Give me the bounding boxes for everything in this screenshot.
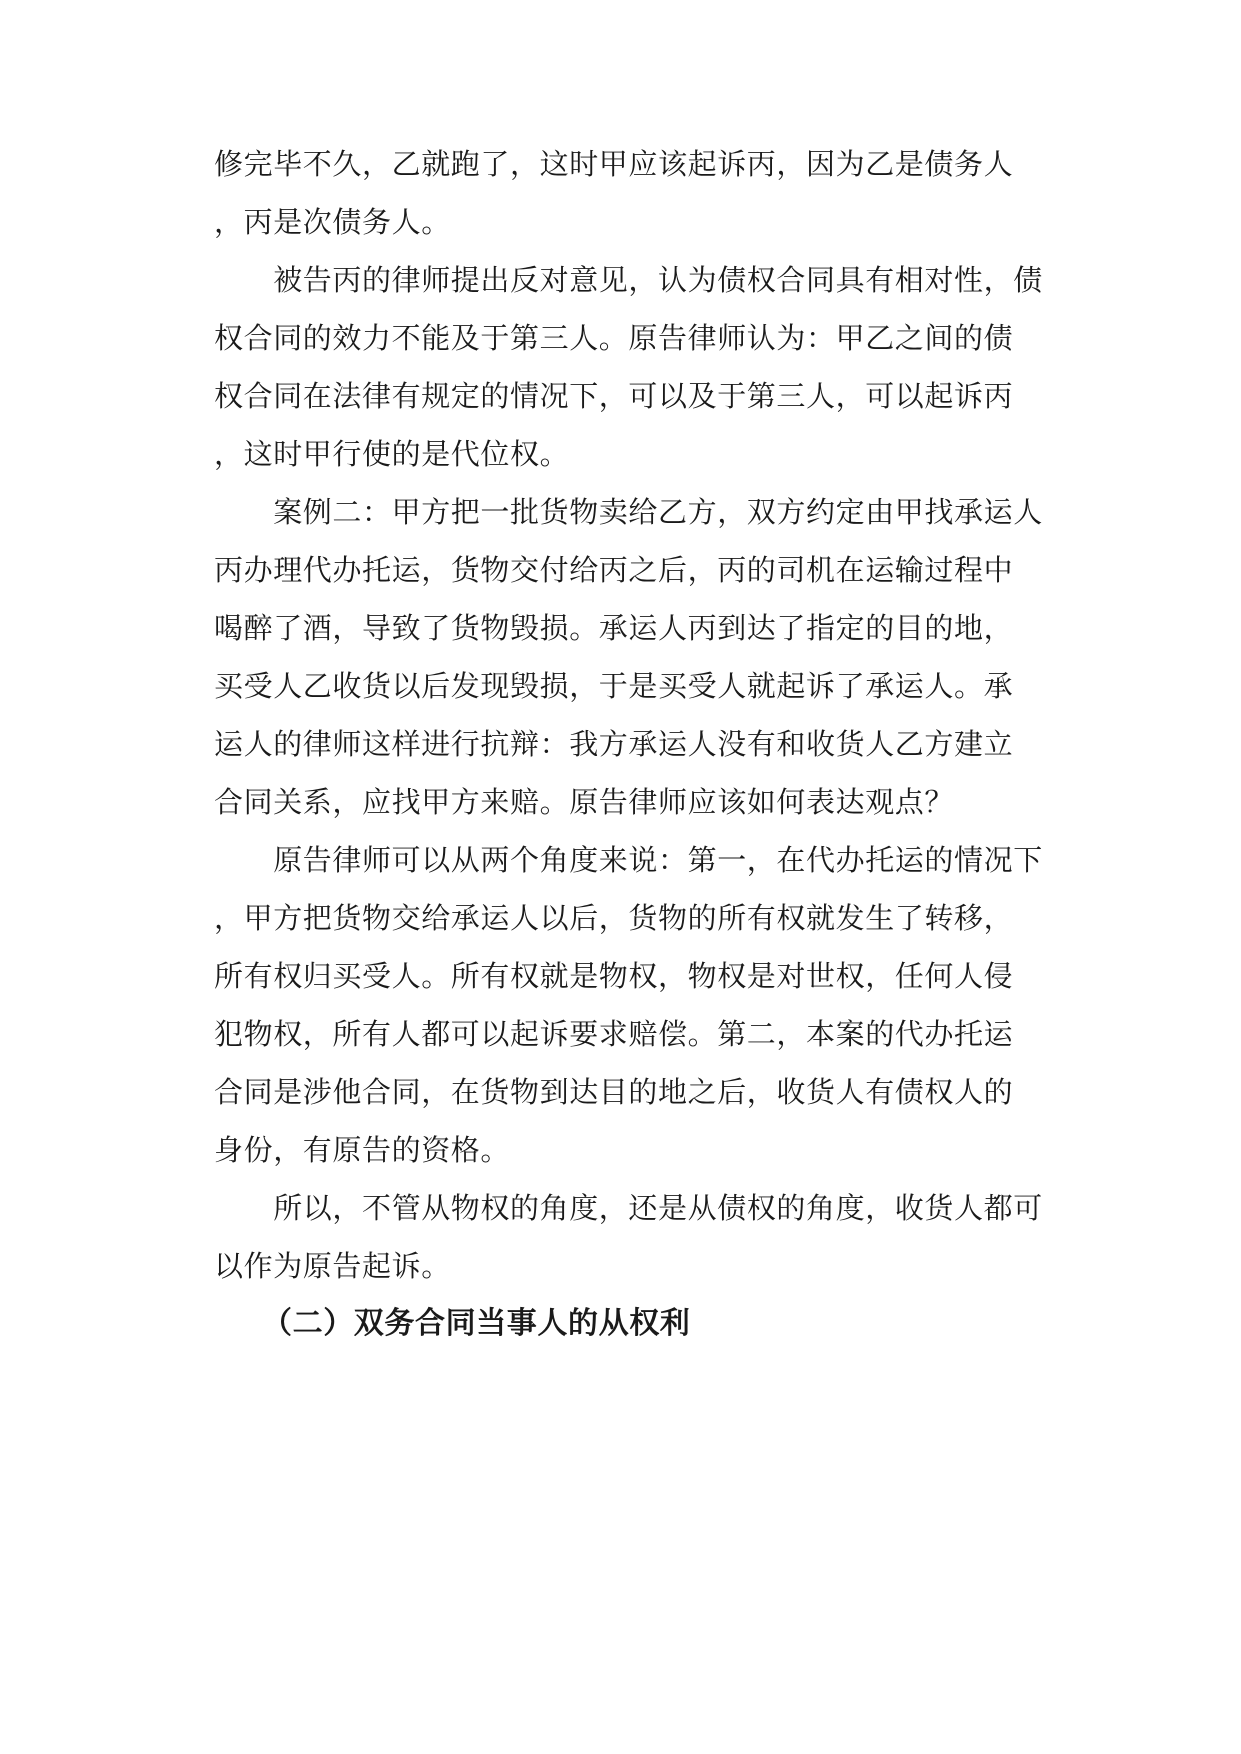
text-line: 权合同在法律有规定的情况下，可以及于第三人，可以起诉丙 [214,379,1014,413]
text-line: 所有权归买受人。所有权就是物权，物权是对世权，任何人侵 [214,959,1014,993]
text-line: 运人的律师这样进行抗辩：我方承运人没有和收货人乙方建立 [214,727,1014,761]
text-line: 丙办理代办托运，货物交付给丙之后，丙的司机在运输过程中 [214,553,1014,587]
text-line: 被告丙的律师提出反对意见，认为债权合同具有相对性，债 [214,263,1043,297]
text-line: ，丙是次债务人。 [214,205,451,239]
text-line: 修完毕不久，乙就跑了，这时甲应该起诉丙，因为乙是债务人 [214,147,1014,181]
text-line: 原告律师可以从两个角度来说：第一，在代办托运的情况下 [214,843,1043,877]
text-line: 买受人乙收货以后发现毁损，于是买受人就起诉了承运人。承 [214,669,1014,703]
text-line: ，这时甲行使的是代位权。 [214,437,570,471]
text-line: 犯物权，所有人都可以起诉要求赔偿。第二，本案的代办托运 [214,1017,1014,1051]
text-line: 喝醉了酒，导致了货物毁损。承运人丙到达了指定的目的地， [214,611,1014,645]
text-line: 权合同的效力不能及于第三人。原告律师认为：甲乙之间的债 [214,321,1014,355]
section-heading: （二）双务合同当事人的从权利 [262,1306,691,1341]
text-line: 案例二：甲方把一批货物卖给乙方，双方约定由甲找承运人 [214,495,1043,529]
text-line: 合同关系，应找甲方来赔。原告律师应该如何表达观点？ [214,785,955,819]
text-line: 身份，有原告的资格。 [214,1133,511,1167]
text-line: 合同是涉他合同，在货物到达目的地之后，收货人有债权人的 [214,1075,1014,1109]
text-line: 以作为原告起诉。 [214,1249,451,1283]
text-line: ，甲方把货物交给承运人以后，货物的所有权就发生了转移， [214,901,1014,935]
text-line: 所以，不管从物权的角度，还是从债权的角度，收货人都可 [214,1191,1043,1225]
